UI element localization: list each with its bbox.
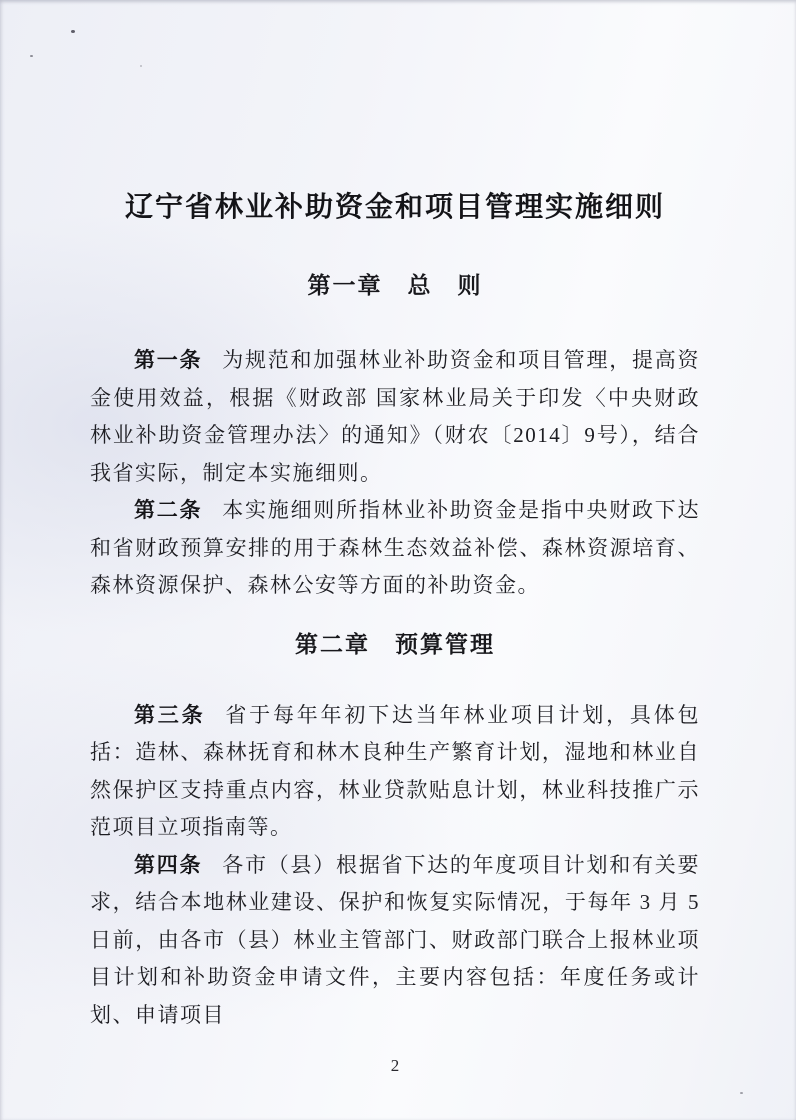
document-body	[90, 270, 700, 1034]
article-label: 第一条	[134, 349, 203, 372]
article-paragraph	[90, 342, 700, 492]
chapter-heading: 第二章 预算管理	[295, 630, 495, 657]
article-text: 本实施细则所指林业补助资金是指中央财政下达和省财政预算安排的用于森林生态效益补偿、森林资源培育、森林资源保护、森林公安等方面的补助资金。	[90, 498, 701, 597]
article-label: 第二条	[134, 499, 203, 522]
article-label: 第三条	[134, 703, 206, 727]
article-paragraph	[90, 492, 700, 605]
article-text: 为规范和加强林业补助资金和项目管理，提高资金使用效益，根据《财政部 国家林业局关于印发〈中央财政林业补助资金管理办法〉的通知》（财农〔2014〕9号），结合我省实际，制定本实施细则。	[90, 348, 701, 485]
document-title: 辽宁省林业补助资金和项目管理实施细则	[124, 192, 665, 223]
article-paragraph	[90, 847, 700, 1035]
article-paragraph	[90, 697, 700, 847]
page-number: 2	[390, 1056, 400, 1075]
chapter-heading: 第一章 总 则	[307, 272, 483, 298]
article-label: 第四条	[134, 853, 203, 877]
article-text: 省于每年年初下达当年林业项目计划，具体包括：造林、森林抚育和林木良种生产繁育计划，湿地和林业自然保护区支持重点内容，林业贷款贴息计划，林业科技推广示范项目立项指南等。	[90, 702, 701, 839]
article-text: 各市（县）根据省下达的年度项目计划和有关要求，结合本地林业建设、保护和恢复实际情况，于每年 3 月 5 日前，由各市（县）林业主管部门、财政部门联合上报林业项目计划和补助资金申请文件，主要内容包括：年度任务或计划、申请项目	[90, 852, 701, 1027]
